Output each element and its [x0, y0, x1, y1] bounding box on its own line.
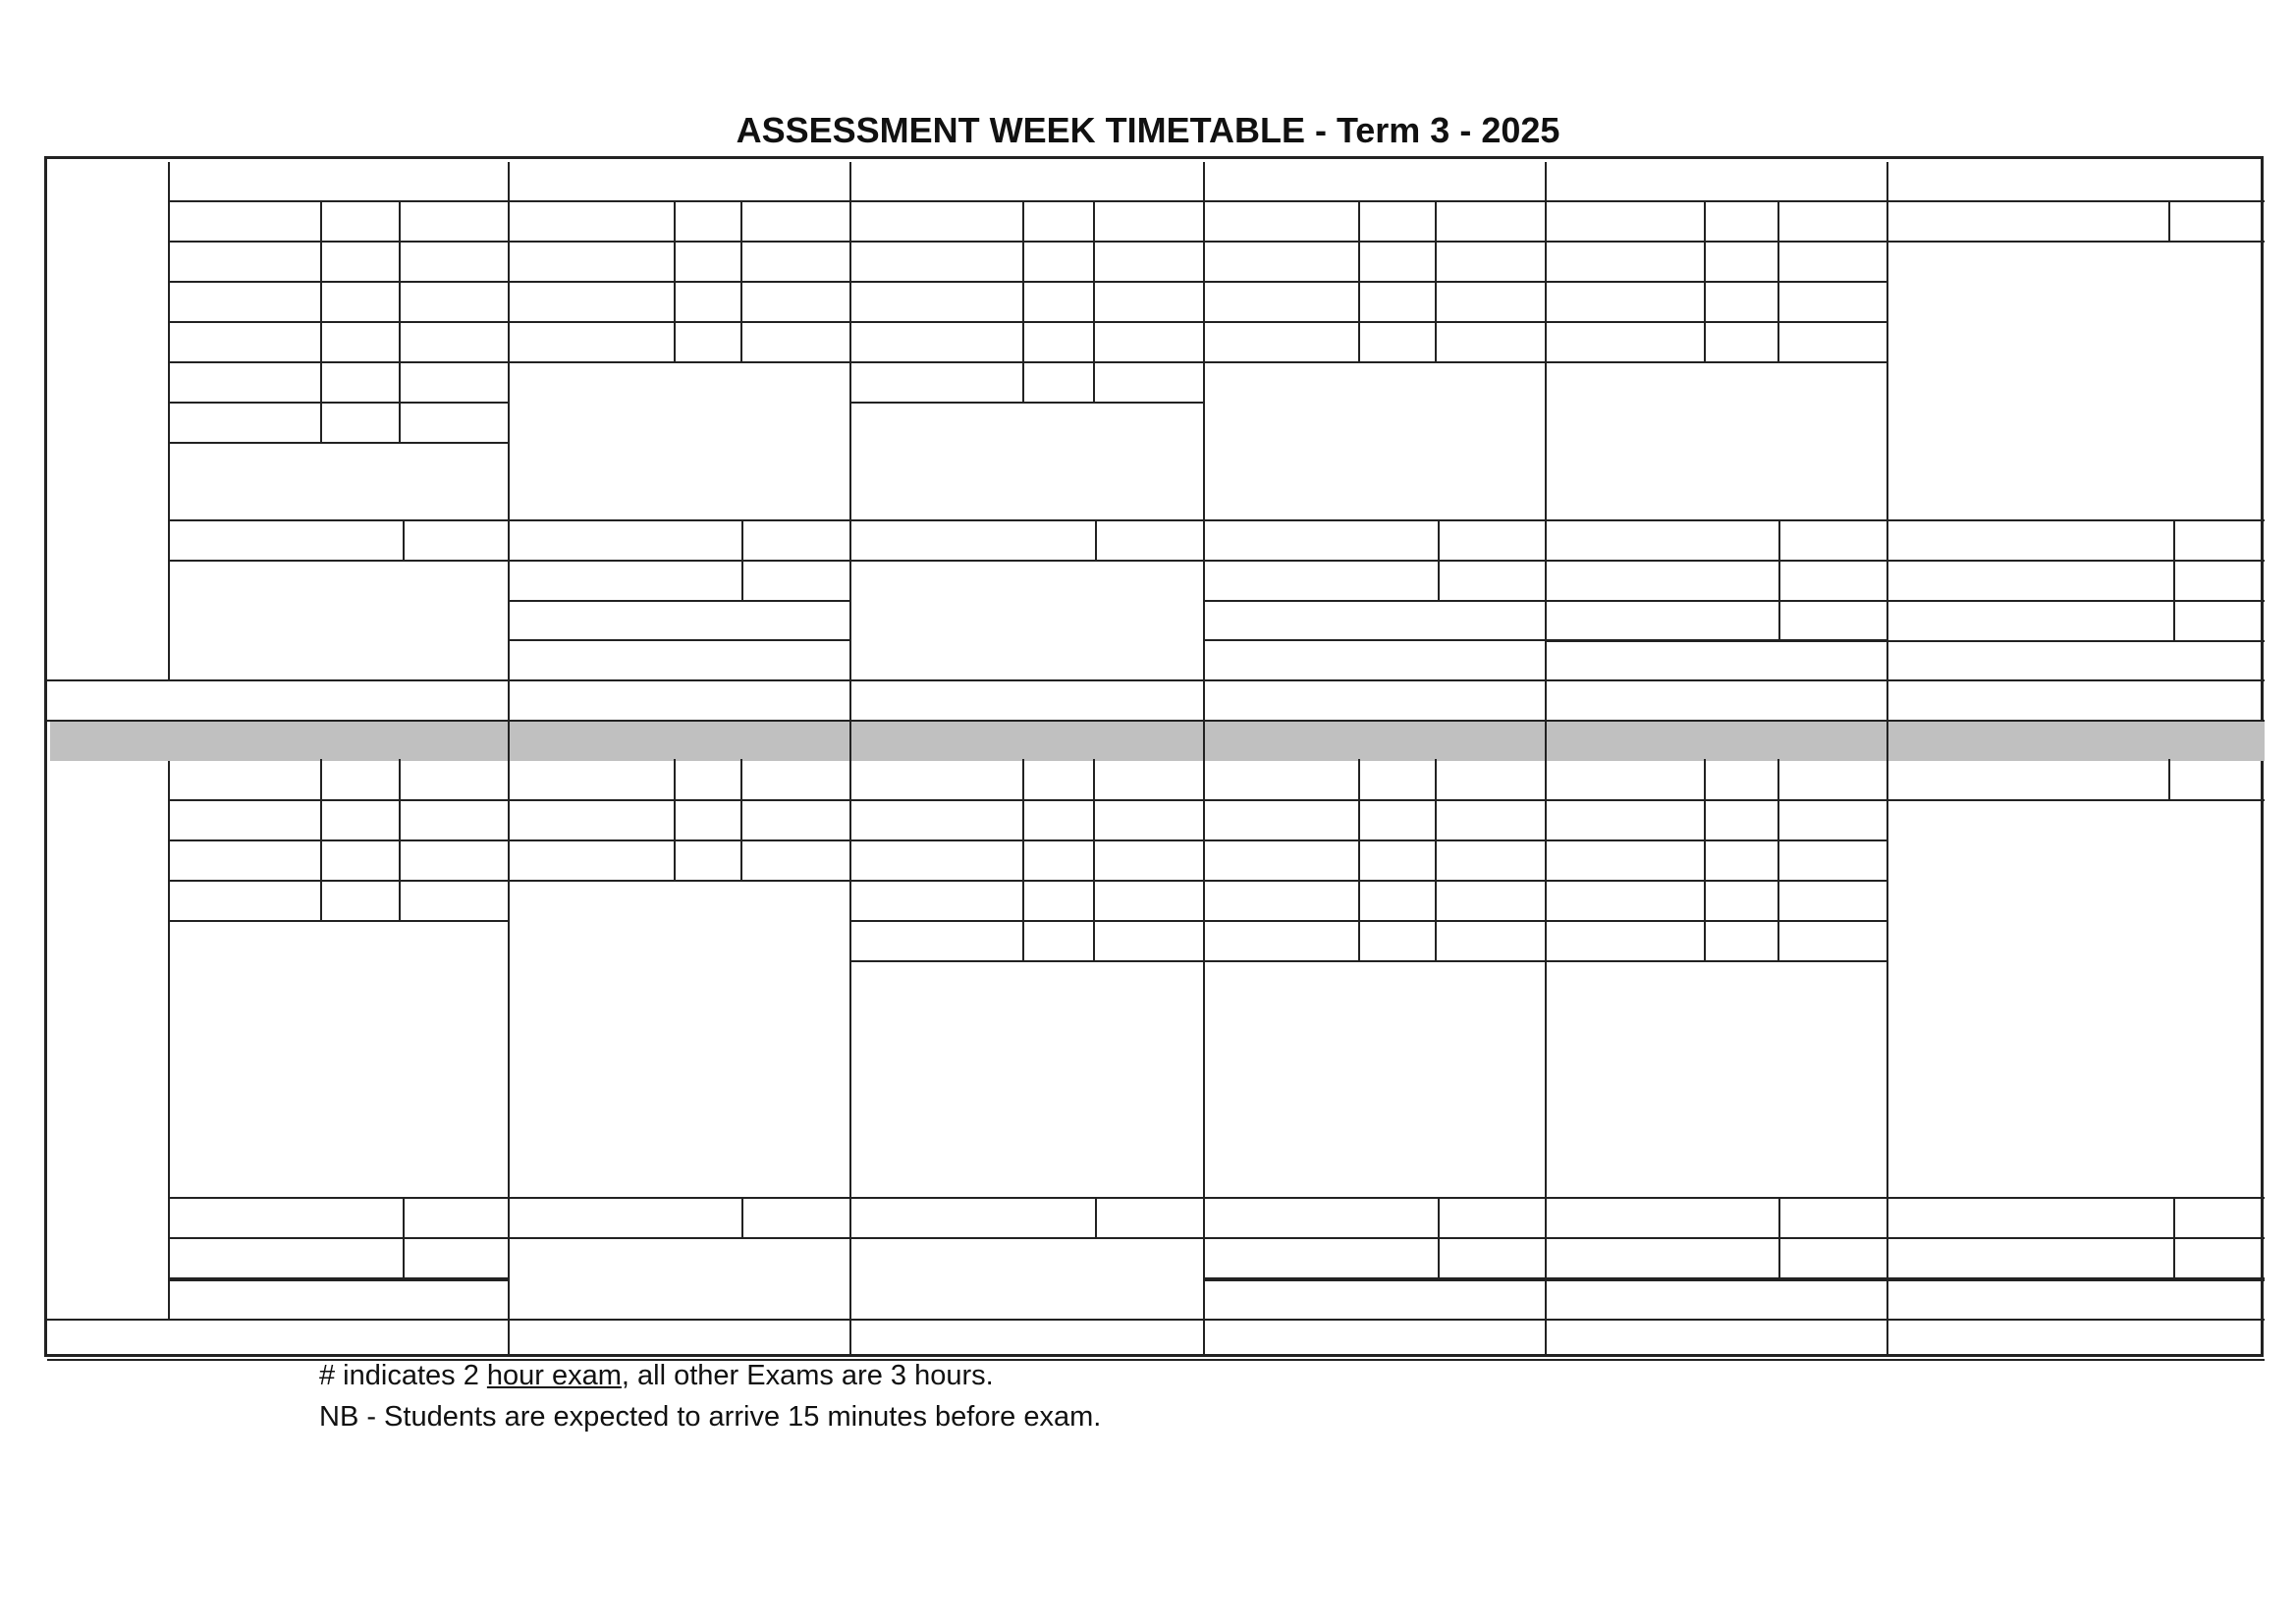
pract-line	[1886, 640, 2265, 642]
exam-student-count	[1358, 202, 1435, 238]
pract-subject	[1890, 1199, 2171, 1234]
pract-room	[2173, 1239, 2265, 1274]
cell-line	[403, 1197, 405, 1277]
pract-heading	[853, 478, 1207, 514]
exam-subject	[512, 323, 672, 358]
exam-subject	[172, 801, 318, 837]
exam-subject	[172, 202, 318, 238]
exam-student-count	[320, 404, 399, 439]
pract-subject	[1549, 562, 1777, 597]
exam-student-count	[320, 882, 399, 917]
students-in-hall-count	[1203, 683, 1545, 717]
row-line	[1203, 361, 1545, 363]
exam-student-count	[320, 801, 399, 837]
students-in-hall-count	[849, 683, 1203, 717]
students-in-hall-count	[278, 683, 435, 717]
pract-line	[849, 1237, 1203, 1239]
cell-line	[1438, 1197, 1440, 1277]
exam-room	[1093, 801, 1203, 837]
pract-subject	[1890, 606, 2171, 641]
exam-room	[1777, 323, 1886, 358]
totals-line	[47, 720, 2265, 722]
exam-room	[1435, 202, 1545, 238]
cell-line	[1778, 519, 1780, 640]
exam-subject	[1207, 323, 1356, 358]
day-header	[853, 163, 1199, 198]
cell-line	[741, 1197, 743, 1237]
exam-room	[1093, 841, 1203, 877]
cell-line	[1358, 200, 1360, 361]
exam-room	[399, 323, 508, 358]
pract-subject	[853, 1199, 1093, 1234]
exam-student-count	[320, 323, 399, 358]
pract-heading	[1890, 1156, 2269, 1191]
row-line	[1886, 799, 2265, 801]
exam-room	[1435, 323, 1545, 358]
exam-student-count	[1358, 323, 1435, 358]
exam-student-count	[1022, 761, 1093, 796]
exam-room	[399, 283, 508, 318]
exam-room	[1777, 841, 1886, 877]
catch-up-label	[1890, 761, 2165, 796]
exam-student-count	[320, 283, 399, 318]
students-in-hall-count	[278, 1323, 435, 1356]
exam-subject	[172, 882, 318, 917]
pract-line	[1203, 560, 1545, 562]
students-in-hall-count	[849, 1323, 1203, 1356]
pract-heading	[512, 478, 853, 514]
exam-subject	[172, 243, 318, 278]
exam-student-count	[1358, 283, 1435, 318]
exam-room	[399, 202, 508, 238]
pract-room	[1095, 1199, 1203, 1234]
pract-subject	[1207, 521, 1436, 557]
cell-line	[674, 200, 676, 361]
cell-line	[1435, 759, 1437, 960]
exam-student-count	[1022, 243, 1093, 278]
session-separator	[50, 720, 2265, 761]
exam-student-count	[1022, 922, 1093, 957]
exam-room	[740, 841, 849, 877]
pract-room	[1438, 1199, 1545, 1234]
cell-line	[1358, 759, 1360, 960]
pract-room	[403, 1199, 508, 1234]
exam-subject	[853, 761, 1020, 796]
day-header	[1890, 163, 2261, 198]
pract-subject	[1207, 566, 1436, 601]
pract-heading	[1207, 1156, 1549, 1191]
pract-subject	[853, 521, 1093, 557]
exam-room	[740, 202, 849, 238]
pract-subject	[1549, 1199, 1777, 1234]
pract-room	[1778, 562, 1886, 597]
exam-subject	[1549, 323, 1702, 358]
pract-subject	[512, 1199, 739, 1234]
exam-room	[740, 323, 849, 358]
pract-heading	[172, 1156, 512, 1191]
exam-student-count	[674, 283, 740, 318]
pract-heading	[1549, 478, 1890, 514]
pract-heading	[512, 1156, 853, 1191]
exam-subject	[512, 243, 672, 278]
pract-line	[508, 639, 849, 641]
exam-student-count	[1022, 801, 1093, 837]
pract-room	[741, 521, 849, 557]
exam-room	[399, 404, 508, 439]
pract-room	[403, 1239, 508, 1274]
students-in-hall-count	[1886, 683, 2265, 717]
page-title: ASSESSMENT WEEK TIMETABLE - Term 3 - 2025	[736, 110, 1560, 150]
exam-student-count	[320, 363, 399, 399]
students-in-hall-label	[52, 1325, 248, 1358]
exam-subject	[1207, 841, 1356, 877]
cell-line	[320, 759, 322, 920]
exam-subject	[172, 761, 318, 796]
cell-line	[2173, 1197, 2175, 1277]
pract-subject	[1890, 521, 2171, 557]
cell-line	[1095, 519, 1097, 560]
pract-subject	[172, 1199, 401, 1234]
exam-subject	[853, 243, 1020, 278]
pract-room	[1778, 1239, 1886, 1274]
exam-student-count	[1704, 761, 1777, 796]
pract-heading	[1207, 478, 1549, 514]
exam-room	[1093, 761, 1203, 796]
exam-room	[1777, 922, 1886, 957]
pract-room	[741, 567, 849, 602]
pract-subject	[1890, 1239, 2171, 1274]
footnote-text-end: , all other Exams are 3 hours.	[621, 1360, 994, 1391]
cell-line	[2168, 200, 2170, 241]
exam-student-count	[1358, 841, 1435, 877]
students-in-hall-count	[508, 683, 849, 717]
exam-student-count	[1022, 323, 1093, 358]
exam-student-count	[674, 801, 740, 837]
exam-room	[1777, 882, 1886, 917]
catch-up-label	[1890, 202, 2165, 238]
exam-subject	[1549, 243, 1702, 278]
exam-subject	[512, 801, 672, 837]
exam-room	[740, 761, 849, 796]
exam-subject	[1549, 801, 1702, 837]
exam-room	[399, 882, 508, 917]
cell-line	[740, 200, 742, 361]
exam-room	[1093, 243, 1203, 278]
morning-session-label	[47, 409, 168, 439]
exam-room	[1777, 761, 1886, 796]
exam-student-count	[1704, 841, 1777, 877]
row-line	[508, 361, 849, 363]
exam-student-count	[1704, 202, 1777, 238]
students-in-hall-count	[1545, 683, 1886, 717]
pract-subject	[512, 521, 739, 557]
cell-line	[399, 200, 401, 442]
exam-subject	[512, 841, 672, 877]
exam-room	[1777, 283, 1886, 318]
day-header	[1207, 163, 1541, 198]
exam-room	[399, 243, 508, 278]
exam-subject	[1549, 922, 1702, 957]
cell-line	[1095, 1197, 1097, 1237]
afternoon-session-label	[47, 967, 168, 997]
pract-heading	[1549, 1156, 1890, 1191]
exam-room	[399, 801, 508, 837]
morning-session-label	[47, 246, 168, 276]
day-header	[512, 163, 846, 198]
catch-up-room	[2168, 761, 2265, 796]
exam-subject	[853, 801, 1020, 837]
exam-subject	[1207, 761, 1356, 796]
day-header	[1549, 163, 1883, 198]
exam-subject	[853, 323, 1020, 358]
pract-heading	[1890, 478, 2269, 514]
exam-room	[1435, 922, 1545, 957]
exam-student-count	[674, 202, 740, 238]
pract-subject	[1549, 602, 1777, 637]
pract-room	[1778, 1199, 1886, 1234]
exam-student-count	[320, 243, 399, 278]
exam-room	[399, 841, 508, 877]
row-line	[1203, 960, 1545, 962]
exam-student-count	[320, 202, 399, 238]
exam-student-count	[1358, 882, 1435, 917]
pract-line	[1203, 639, 1545, 641]
cell-line	[320, 200, 322, 442]
exam-student-count	[1358, 801, 1435, 837]
exam-student-count	[1022, 283, 1093, 318]
cell-line	[2173, 519, 2175, 640]
pract-subject	[1549, 1239, 1777, 1274]
pract-room	[1438, 521, 1545, 557]
exam-student-count	[674, 841, 740, 877]
morning-session-label	[47, 206, 168, 236]
cell-line	[1704, 200, 1706, 361]
exam-room	[1435, 761, 1545, 796]
row-line	[849, 960, 1203, 962]
cell-line	[1704, 759, 1706, 960]
exam-room	[740, 801, 849, 837]
catch-up-room	[2168, 202, 2265, 238]
day-header	[172, 163, 504, 198]
exam-student-count	[1022, 841, 1093, 877]
cell-line	[1022, 759, 1024, 960]
pract-room	[1778, 602, 1886, 637]
pract-line	[168, 1279, 508, 1281]
row-line	[1886, 241, 2265, 243]
footnote-text: # indicates 2	[319, 1360, 487, 1391]
exam-subject	[1207, 882, 1356, 917]
cell-line	[2168, 759, 2170, 799]
pract-room	[1095, 521, 1203, 557]
totals-line	[47, 679, 2265, 681]
exam-student-count	[1358, 922, 1435, 957]
exam-room	[740, 243, 849, 278]
exam-student-count	[1022, 882, 1093, 917]
pract-heading	[853, 1156, 1207, 1191]
exam-room	[1435, 243, 1545, 278]
exam-student-count	[1704, 323, 1777, 358]
exam-student-count	[320, 761, 399, 796]
exam-subject	[1549, 882, 1702, 917]
exam-student-count	[1358, 761, 1435, 796]
exam-student-count	[1704, 882, 1777, 917]
students-in-hall-count	[1203, 1323, 1545, 1356]
exam-subject	[1549, 283, 1702, 318]
exam-subject	[1207, 801, 1356, 837]
exam-student-count	[1704, 283, 1777, 318]
row-line	[1545, 361, 1886, 363]
morning-session-label	[47, 450, 168, 479]
students-in-hall-count	[1545, 1323, 1886, 1356]
exam-room	[1093, 882, 1203, 917]
exam-student-count	[1704, 243, 1777, 278]
pract-subject	[172, 521, 401, 557]
row-line	[168, 442, 508, 444]
pract-line	[168, 560, 508, 562]
cell-line	[403, 519, 405, 560]
row-line	[168, 920, 508, 922]
exam-room	[1435, 882, 1545, 917]
exam-student-count	[1704, 801, 1777, 837]
exam-subject	[512, 202, 672, 238]
pract-line	[1545, 639, 1886, 641]
footnote-arrival: NB - Students are expected to arrive 15 minutes before exam.	[319, 1401, 1102, 1433]
exam-student-count	[1358, 243, 1435, 278]
exam-subject	[172, 363, 318, 399]
exam-room	[1093, 283, 1203, 318]
cell-line	[740, 759, 742, 880]
exam-subject	[853, 841, 1020, 877]
students-in-hall-label	[52, 685, 248, 719]
cell-line	[741, 519, 743, 600]
row-line	[508, 880, 849, 882]
footnote-duration	[319, 1360, 994, 1392]
exam-subject	[172, 323, 318, 358]
pract-line	[849, 560, 1203, 562]
exam-room	[1093, 922, 1203, 957]
pract-room	[403, 521, 508, 557]
students-in-hall-count	[1886, 1323, 2265, 1356]
exam-room	[1435, 283, 1545, 318]
row-line	[1545, 960, 1886, 962]
exam-subject	[1207, 243, 1356, 278]
exam-room	[1435, 841, 1545, 877]
exam-student-count	[674, 323, 740, 358]
exam-subject	[172, 283, 318, 318]
exam-subject	[1207, 202, 1356, 238]
pract-line	[508, 1237, 849, 1239]
afternoon-session-label	[47, 808, 168, 838]
exam-student-count	[674, 761, 740, 796]
exam-student-count	[1022, 363, 1093, 399]
cell-line	[1093, 200, 1095, 402]
pract-room	[1778, 521, 1886, 557]
exam-subject	[172, 841, 318, 877]
pract-subject	[512, 566, 739, 601]
pract-subject	[1207, 1239, 1436, 1274]
exam-room	[1777, 243, 1886, 278]
pract-subject	[1549, 521, 1777, 557]
cell-line	[1438, 519, 1440, 600]
exam-room	[740, 283, 849, 318]
exam-subject	[853, 283, 1020, 318]
exam-subject	[853, 363, 1020, 399]
pract-room	[2173, 562, 2265, 597]
exam-student-count	[674, 243, 740, 278]
students-in-hall-count	[508, 1323, 849, 1356]
exam-room	[1093, 323, 1203, 358]
cell-line	[1777, 200, 1779, 361]
pract-line	[1203, 600, 1545, 602]
cell-line	[1435, 200, 1437, 361]
exam-room	[1777, 801, 1886, 837]
pract-room	[1438, 567, 1545, 602]
exam-subject	[512, 761, 672, 796]
pract-room	[2173, 1199, 2265, 1234]
pract-room	[2173, 526, 2265, 562]
pract-subject	[1207, 1199, 1436, 1234]
exam-subject	[172, 404, 318, 439]
cell-line	[1777, 759, 1779, 960]
exam-subject	[512, 283, 672, 318]
label-column-line	[168, 761, 170, 1319]
cell-line	[1093, 759, 1095, 960]
exam-student-count	[320, 841, 399, 877]
exam-subject	[1549, 761, 1702, 796]
exam-room	[1093, 202, 1203, 238]
pract-line	[508, 600, 849, 602]
pract-line	[1203, 1279, 2265, 1281]
exam-subject	[1549, 841, 1702, 877]
exam-subject	[853, 202, 1020, 238]
exam-subject	[853, 922, 1020, 957]
cell-line	[1022, 200, 1024, 402]
pract-line	[508, 560, 849, 562]
footnote-underlined: hour exam	[486, 1360, 622, 1391]
pract-heading	[172, 478, 512, 514]
pract-room	[741, 1199, 849, 1234]
exam-subject	[1549, 202, 1702, 238]
afternoon-session-label	[47, 849, 168, 879]
cell-line	[674, 759, 676, 880]
exam-subject	[853, 882, 1020, 917]
pract-line	[1886, 600, 2265, 602]
exam-room	[1093, 363, 1203, 399]
exam-room	[1777, 202, 1886, 238]
row-line	[849, 402, 1203, 404]
pract-room	[2173, 607, 2265, 642]
afternoon-session-label	[47, 1047, 168, 1076]
exam-subject	[1207, 922, 1356, 957]
cell-line	[399, 759, 401, 920]
morning-session-label	[47, 369, 168, 399]
exam-student-count	[1022, 202, 1093, 238]
exam-student-count	[1704, 922, 1777, 957]
pract-subject	[1890, 562, 2171, 597]
afternoon-session-label	[47, 1006, 168, 1036]
totals-line	[47, 1319, 2265, 1321]
pract-room	[1438, 1239, 1545, 1274]
exam-room	[1435, 801, 1545, 837]
cell-line	[1778, 1197, 1780, 1277]
exam-room	[399, 363, 508, 399]
pract-subject	[172, 1239, 401, 1274]
exam-subject	[1207, 283, 1356, 318]
exam-room	[399, 761, 508, 796]
timetable	[44, 156, 2264, 1357]
